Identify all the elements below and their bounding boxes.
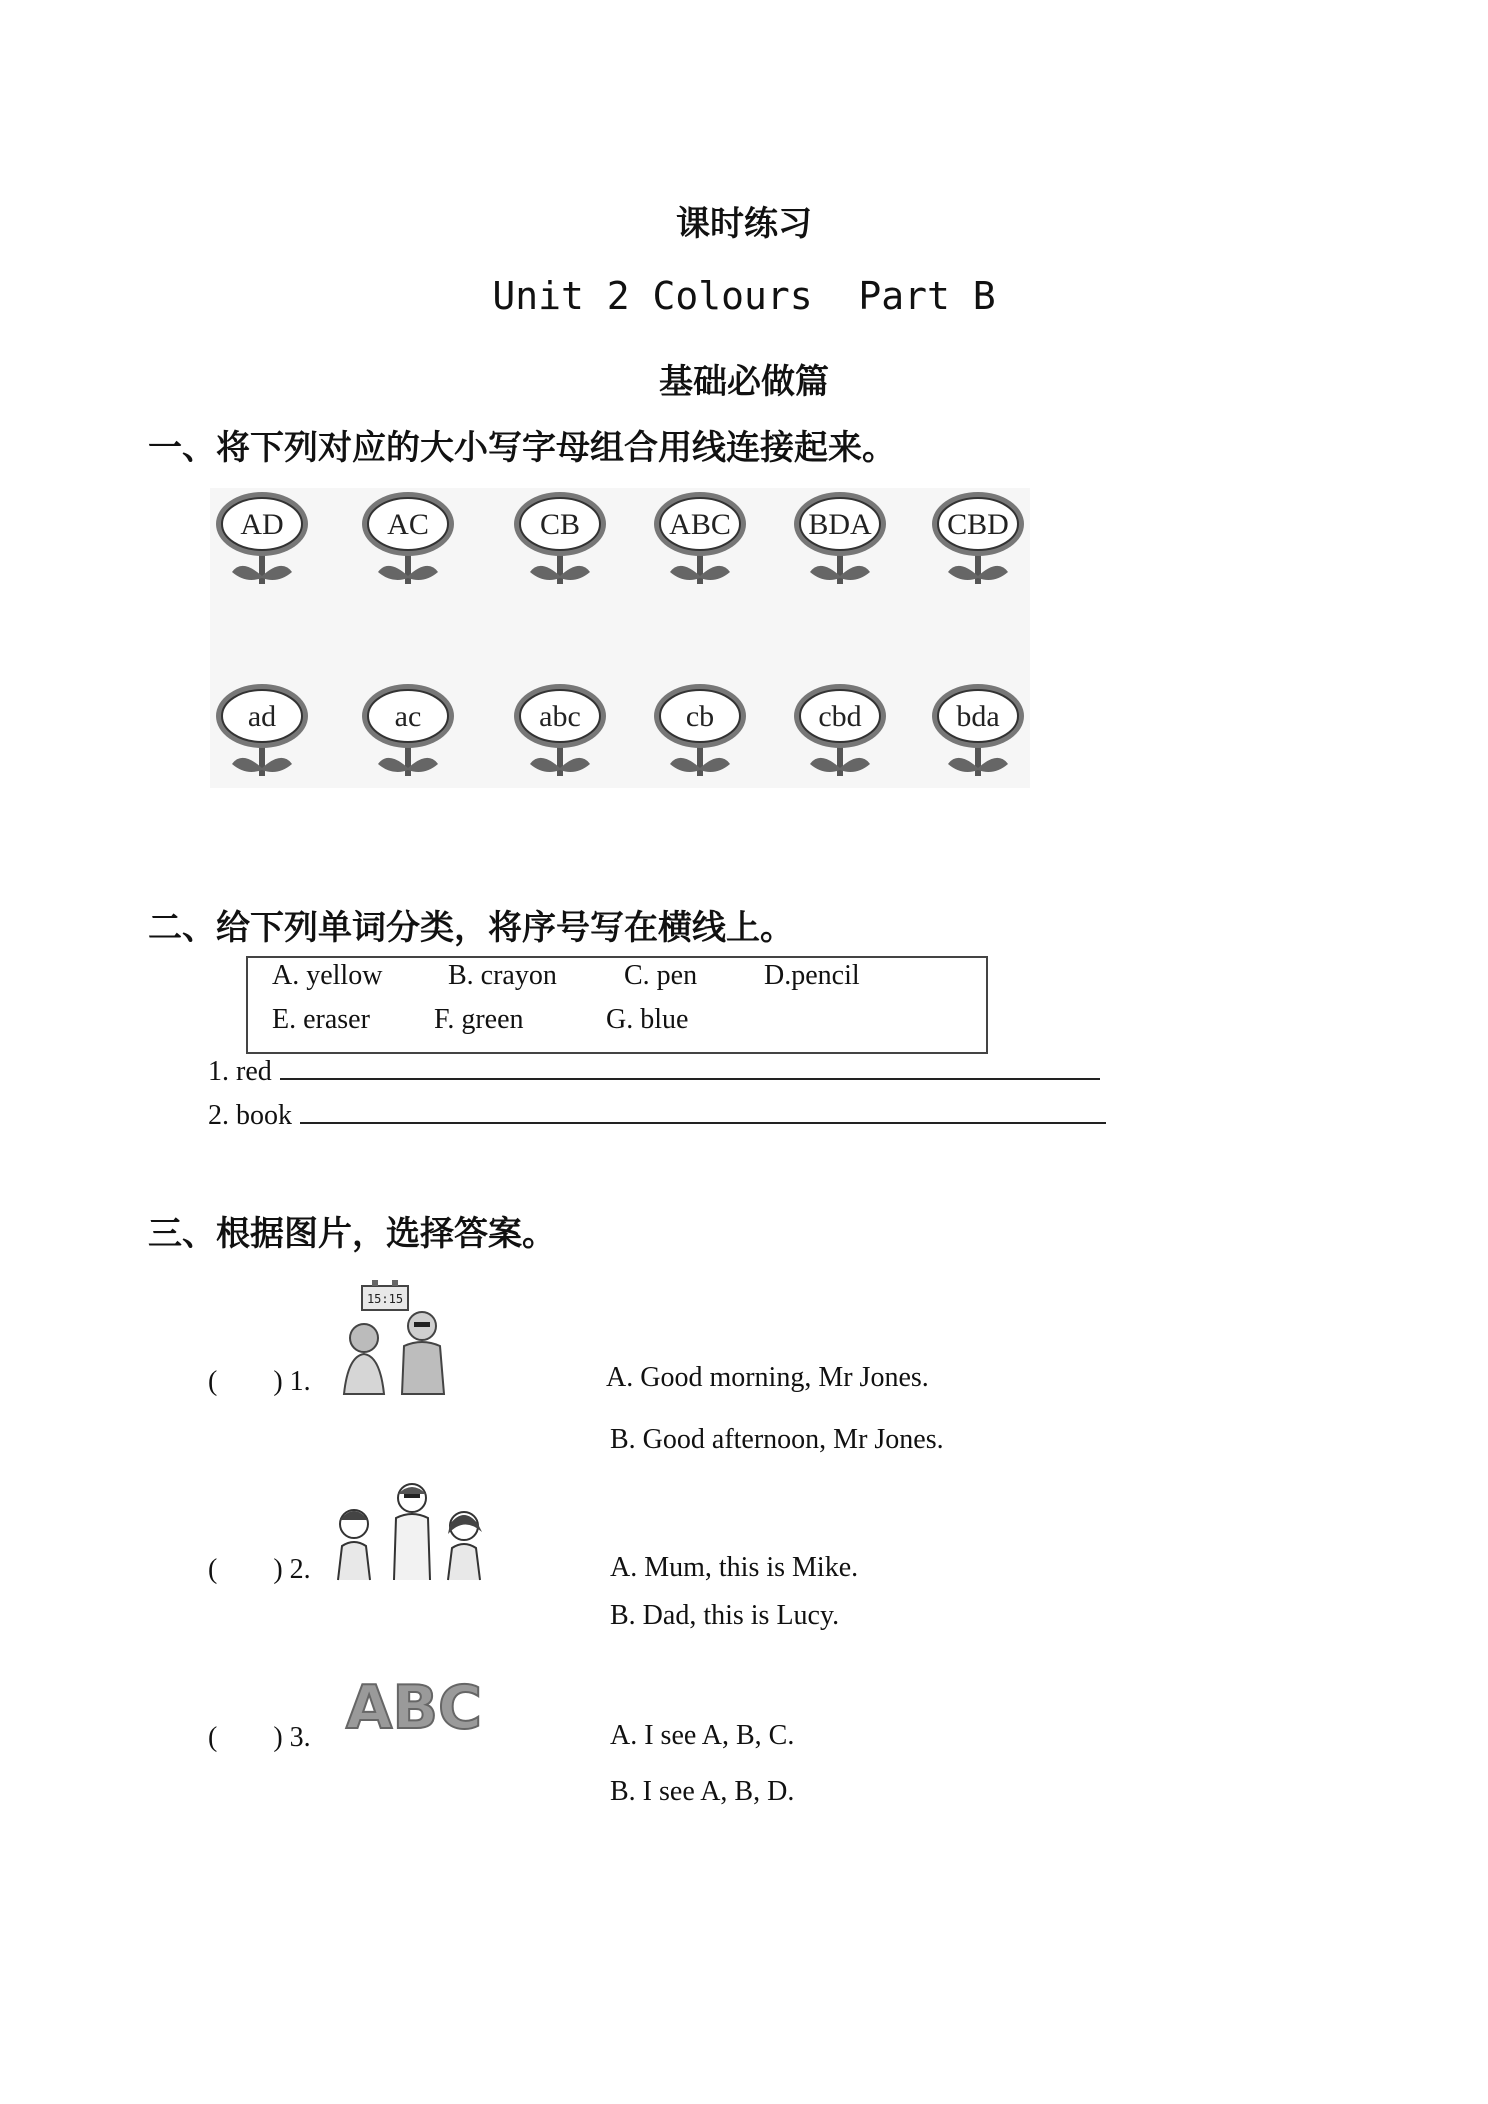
flower-matching-area	[210, 488, 1030, 788]
section3-heading: 三、根据图片，选择答案。	[148, 1214, 556, 1254]
flower-label: cbd	[818, 700, 862, 733]
word-option: D.pencil	[764, 960, 860, 991]
section-label: 基础必做篇	[659, 362, 829, 402]
option-a: A. I see A, B, C.	[610, 1720, 795, 1751]
flower-upper[interactable]	[510, 488, 610, 588]
option-b: B. Good afternoon, Mr Jones.	[610, 1424, 944, 1455]
unit-subtitle: Unit 2 Colours Part B	[492, 274, 996, 318]
question-number: ( ) 1.	[208, 1366, 311, 1397]
flower-label: cb	[685, 700, 715, 733]
section1-heading: 一、将下列对应的大小写字母组合用线连接起来。	[148, 428, 896, 468]
abc-balloon-letters-picture	[344, 1670, 484, 1742]
blank-label: 2. book	[208, 1100, 292, 1131]
option-b: B. Dad, this is Lucy.	[610, 1600, 840, 1631]
word-bank-box	[246, 956, 988, 1054]
word-option: C. pen	[624, 960, 698, 991]
worksheet-title: 课时练习	[676, 204, 812, 244]
word-option: F. green	[434, 1004, 524, 1035]
answer-blank-line[interactable]	[300, 1096, 1106, 1124]
flower-label: CBD	[947, 508, 1009, 541]
flower-label: bda	[956, 700, 1000, 733]
word-option: A. yellow	[272, 960, 383, 991]
flower-lower[interactable]	[358, 680, 458, 780]
flower-label: ABC	[669, 508, 731, 541]
flower-label: CB	[539, 508, 581, 541]
word-option: G. blue	[606, 1004, 689, 1035]
blank-label: 1. red	[208, 1056, 272, 1087]
flower-label: AC	[387, 508, 429, 541]
section2-heading: 二、给下列单词分类，将序号写在横线上。	[148, 908, 794, 948]
flower-upper[interactable]	[928, 488, 1028, 588]
flower-label: ac	[394, 700, 422, 733]
option-b: B. I see A, B, D.	[610, 1776, 795, 1807]
flower-upper[interactable]	[650, 488, 750, 588]
clock-time-text: 15:15	[366, 1292, 404, 1306]
option-a: A. Good morning, Mr Jones.	[606, 1362, 929, 1393]
flower-upper[interactable]	[790, 488, 890, 588]
flower-label: ad	[247, 700, 277, 733]
flower-upper[interactable]	[358, 488, 458, 588]
flower-lower[interactable]	[510, 680, 610, 780]
balloon-letters-text: ABC	[345, 1673, 483, 1742]
flower-lower[interactable]	[928, 680, 1028, 780]
word-option: B. crayon	[448, 960, 557, 991]
question-number: ( ) 2.	[208, 1554, 311, 1585]
option-a: A. Mum, this is Mike.	[610, 1552, 859, 1583]
question-number: ( ) 3.	[208, 1722, 311, 1753]
flower-lower[interactable]	[650, 680, 750, 780]
flower-label: BDA	[808, 508, 872, 541]
blank-row-book	[208, 1096, 1106, 1132]
word-option: E. eraser	[272, 1004, 370, 1035]
clock-conversation-picture	[334, 1276, 454, 1398]
flower-lower[interactable]	[212, 680, 312, 780]
flower-label: abc	[539, 700, 581, 733]
flower-upper[interactable]	[212, 488, 312, 588]
family-introduction-picture	[330, 1476, 490, 1584]
flower-lower[interactable]	[790, 680, 890, 780]
blank-row-red	[208, 1052, 1100, 1088]
flower-label: AD	[240, 508, 284, 541]
answer-blank-line[interactable]	[280, 1052, 1100, 1080]
